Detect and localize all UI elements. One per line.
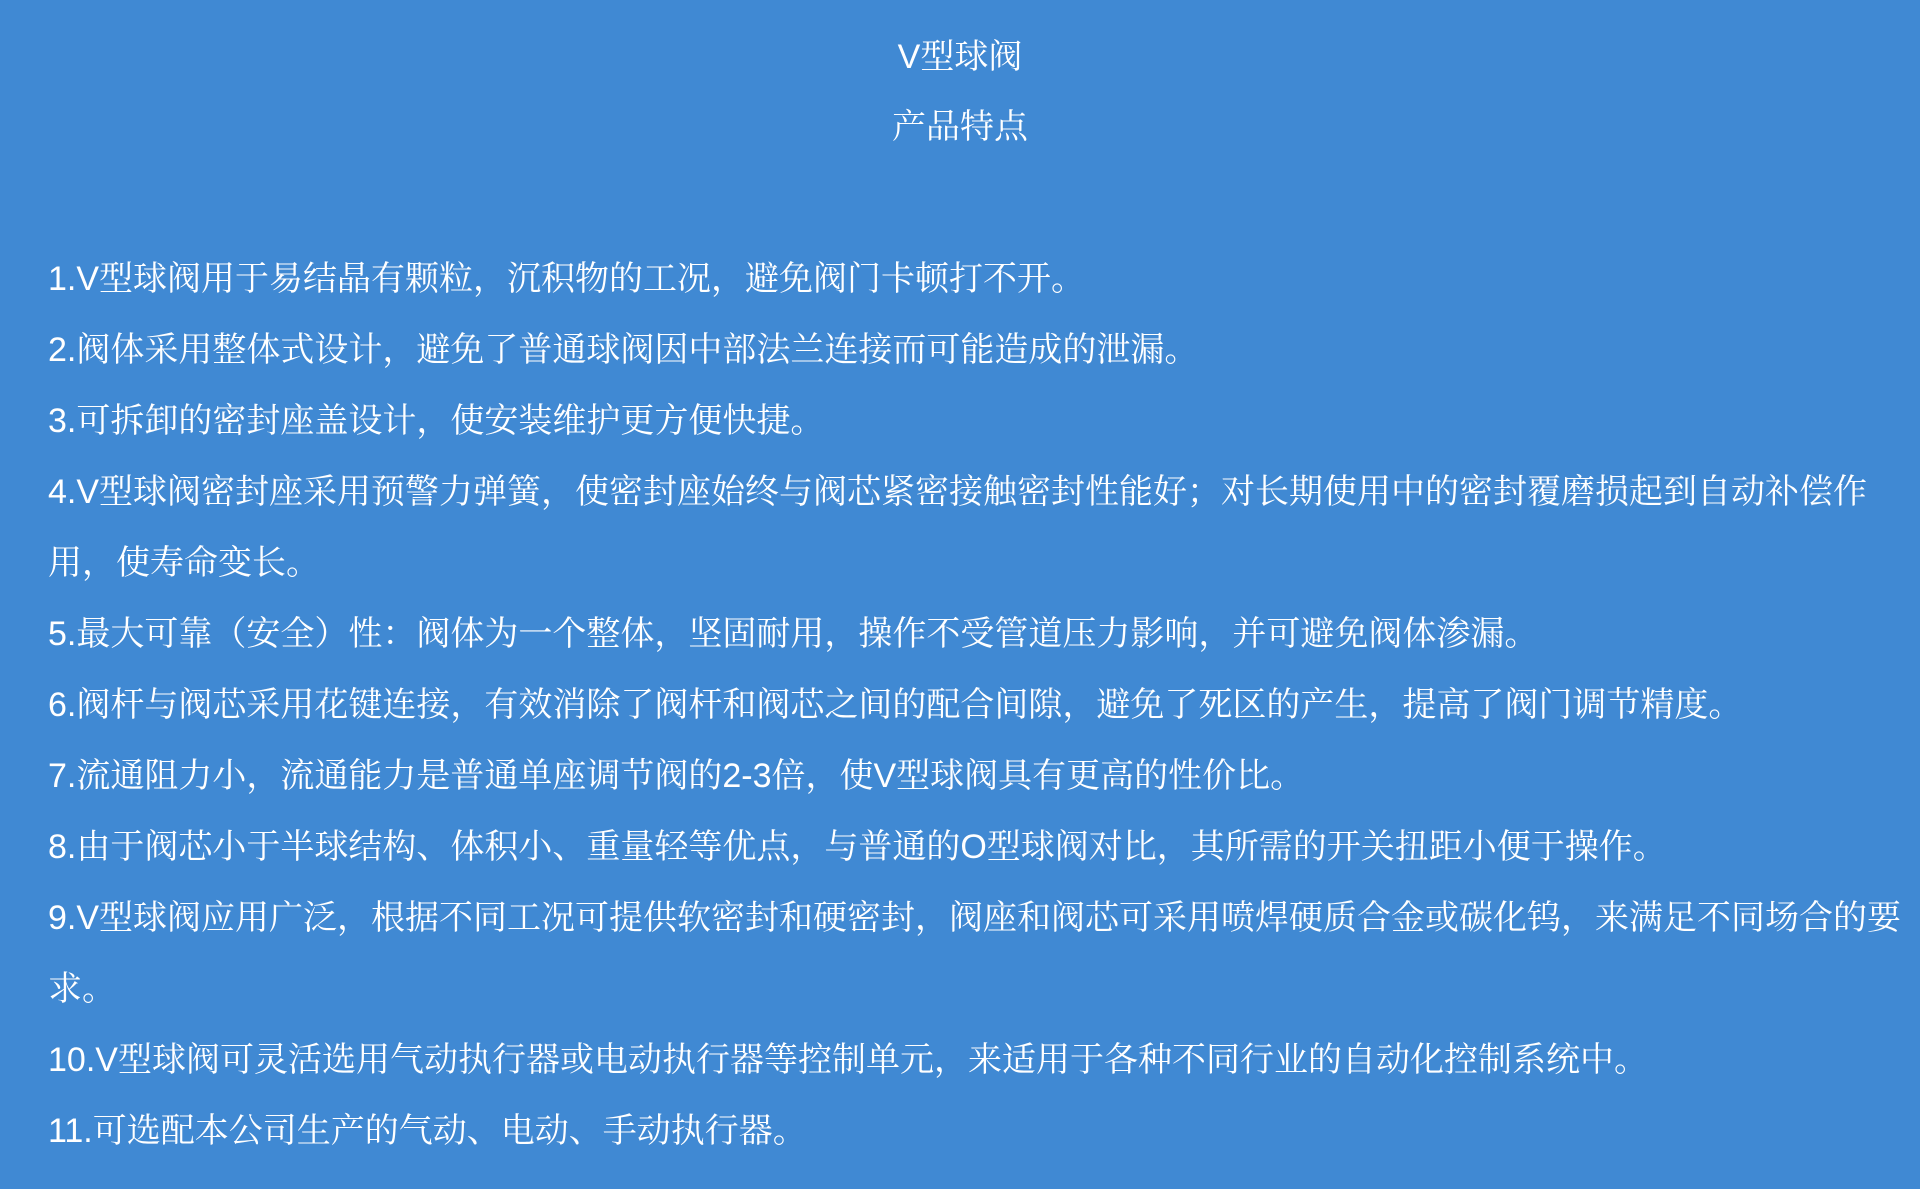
feature-item-6: 6.阀杆与阀芯采用花键连接，有效消除了阀杆和阀芯之间的配合间隙，避免了死区的产生，提高了阀门调节精度。: [48, 686, 1743, 724]
feature-item-8: 8.由于阀芯小于半球结构、体积小、重量轻等优点，与普通的O型球阀对比，其所需的开关扭距小便于操作。: [48, 828, 1667, 866]
feature-item-10: 10.V型球阀可灵活选用气动执行器或电动执行器等控制单元，来适用于各种不同行业的自动化控制系统中。: [48, 1041, 1648, 1079]
feature-item-5: 5.最大可靠（安全）性：阀体为一个整体，坚固耐用，操作不受管道压力影响，并可避免阀体渗漏。: [48, 615, 1539, 653]
feature-item-4: 4.V型球阀密封座采用预警力弹簧，使密封座始终与阀芯紧密接触密封性能好；对长期使用中的密封覆磨损起到自动补偿作用，使寿命变长。: [48, 473, 1868, 582]
feature-item-9: 9.V型球阀应用广泛，根据不同工况可提供软密封和硬密封，阀座和阀芯可采用喷焊硬质合金或碳化钨，来满足不同场合的要求。: [48, 899, 1902, 1008]
feature-item-11: 11.可选配本公司生产的气动、电动、手动执行器。: [48, 1112, 807, 1150]
features-list: [0, 244, 1920, 1167]
section-title: 产品特点: [892, 108, 1028, 146]
feature-item-1: 1.V型球阀用于易结晶有颗粒，沉积物的工况，避免阀门卡顿打不开。: [48, 260, 1086, 298]
feature-item-3: 3.可拆卸的密封座盖设计，使安装维护更方便快捷。: [48, 402, 825, 440]
feature-item-2: 2.阀体采用整体式设计，避免了普通球阀因中部法兰连接而可能造成的泄漏。: [48, 331, 1199, 369]
page-title: V型球阀: [897, 38, 1023, 76]
feature-item-7: 7.流通阻力小，流通能力是普通单座调节阀的2-3倍，使V型球阀具有更高的性价比。: [48, 757, 1305, 795]
